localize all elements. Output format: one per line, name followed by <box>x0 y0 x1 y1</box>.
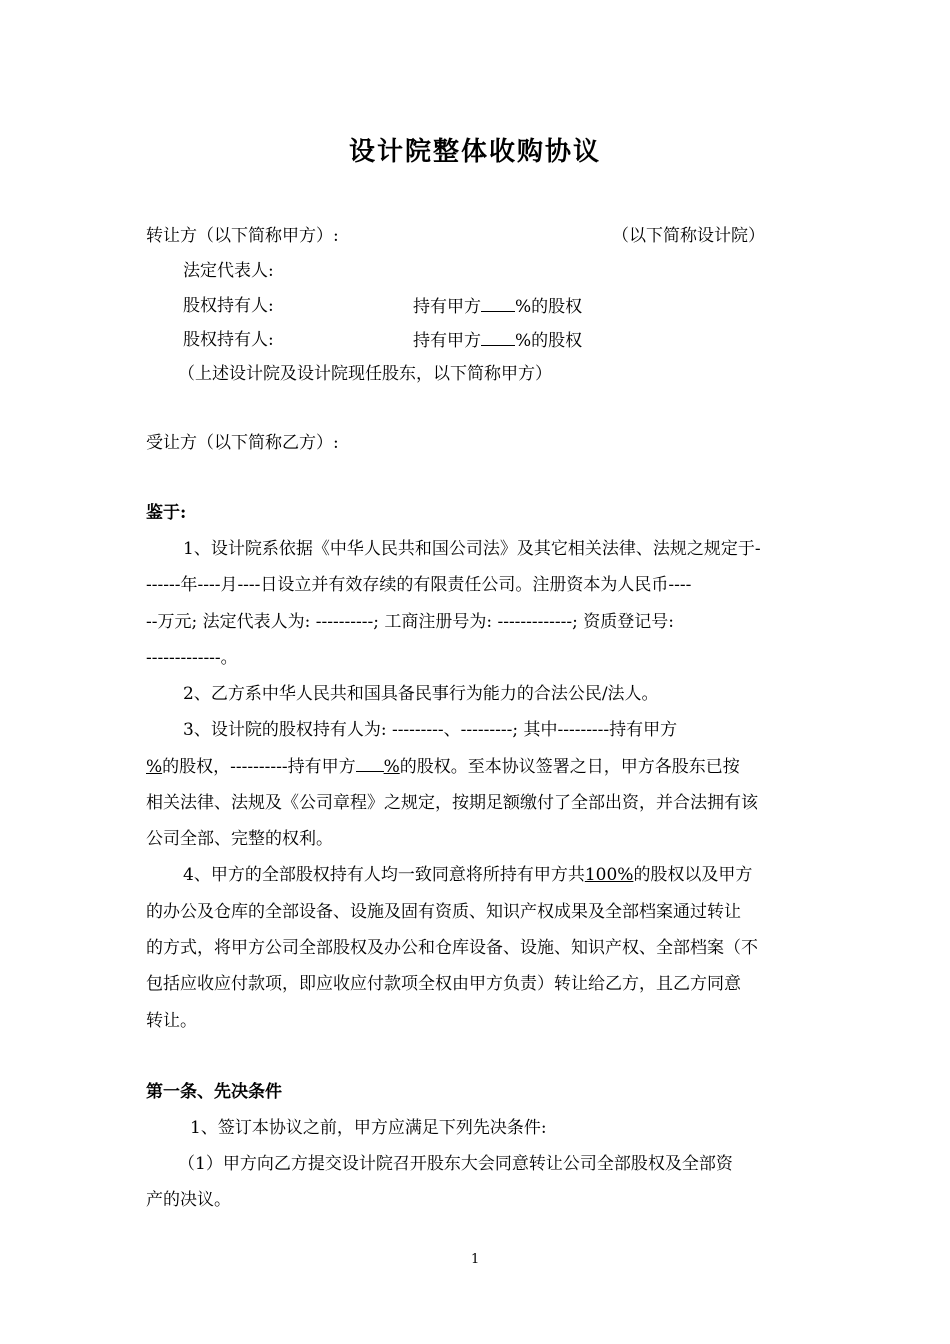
holder2-label: 股权持有人: <box>183 330 274 350</box>
p4-line1-a: 4、甲方的全部股权持有人均一致同意将所持有甲方共 <box>183 865 585 885</box>
p3-blank <box>356 755 384 772</box>
whereas-heading: 鉴于: <box>146 503 187 523</box>
article1-item1: 1、签订本协议之前，甲方应满足下列先决条件: <box>190 1118 547 1138</box>
transferor-label: 转让方（以下简称甲方）: <box>146 226 339 246</box>
holder1-text-b: %的股权 <box>515 297 583 317</box>
article1-sub1-line2: 产的决议。 <box>146 1190 231 1210</box>
holder1-label: 股权持有人: <box>183 296 274 316</box>
whereas-p1-line3: --万元; 法定代表人为: ----------; 工商注册号为: -------------; 资质登记号: <box>146 612 674 632</box>
whereas-p3-line4: 公司全部、完整的权利。 <box>146 829 333 849</box>
p3-pct-2: % <box>383 757 400 777</box>
p4-line1-b: 的股权以及甲方 <box>633 865 753 885</box>
holder2-text-b: %的股权 <box>515 331 583 351</box>
article1-heading: 第一条、先决条件 <box>146 1082 282 1102</box>
transferor-note: （上述设计院及设计院现任股东，以下简称甲方） <box>178 364 552 384</box>
whereas-p1-line2: ------年----月----日设立并有效存续的有限责任公司。注册资本为人民币---- <box>146 575 692 595</box>
whereas-p4-line4: 包括应收应付款项，即应收应付款项全权由甲方负责）转让给乙方，且乙方同意 <box>146 974 741 994</box>
transferor-alias: （以下简称设计院） <box>612 226 765 246</box>
p3-pct-1: % <box>146 757 163 777</box>
article1-sub1-line1: （1）甲方向乙方提交设计院召开股东大会同意转让公司全部股权及全部资 <box>178 1154 733 1174</box>
p4-pct: 100% <box>584 865 634 885</box>
whereas-p3-line3: 相关法律、法规及《公司章程》之规定，按期足额缴付了全部出资，并合法拥有该 <box>146 793 758 813</box>
holder2-text <box>413 329 582 352</box>
page-title: 设计院整体收购协议 <box>348 137 601 167</box>
holder1-text-a: 持有甲方 <box>413 297 481 317</box>
page-number: 1 <box>471 1252 480 1267</box>
whereas-p4-line1 <box>183 864 752 886</box>
whereas-p4-line3: 的方式，将甲方公司全部股权及办公和仓库设备、设施、知识产权、全部档案（不 <box>146 938 758 958</box>
whereas-p2: 2、乙方系中华人民共和国具备民事行为能力的合法公民/法人。 <box>183 684 659 704</box>
whereas-p1-line4: -------------。 <box>146 648 238 668</box>
transferee-label: 受让方（以下简称乙方）: <box>146 433 339 453</box>
holder1-blank <box>481 295 515 312</box>
holder2-blank <box>481 329 515 346</box>
whereas-p3-line2 <box>146 755 740 778</box>
p3-line2-a: 的股权，----------持有甲方 <box>162 757 356 777</box>
holder2-text-a: 持有甲方 <box>413 331 481 351</box>
p3-line2-b: 的股权。至本协议签署之日，甲方各股东已按 <box>399 757 740 777</box>
legal-rep-label: 法定代表人: <box>183 261 274 281</box>
whereas-p4-line5: 转让。 <box>146 1011 197 1031</box>
holder1-text <box>413 295 582 318</box>
whereas-p4-line2: 的办公及仓库的全部设备、设施及固有资质、知识产权成果及全部档案通过转让 <box>146 902 741 922</box>
whereas-p1-line1: 1、设计院系依据《中华人民共和国公司法》及其它相关法律、法规之规定于- <box>183 539 761 559</box>
whereas-p3-line1: 3、设计院的股权持有人为: ---------、---------; 其中---------持有甲方 <box>183 720 678 740</box>
